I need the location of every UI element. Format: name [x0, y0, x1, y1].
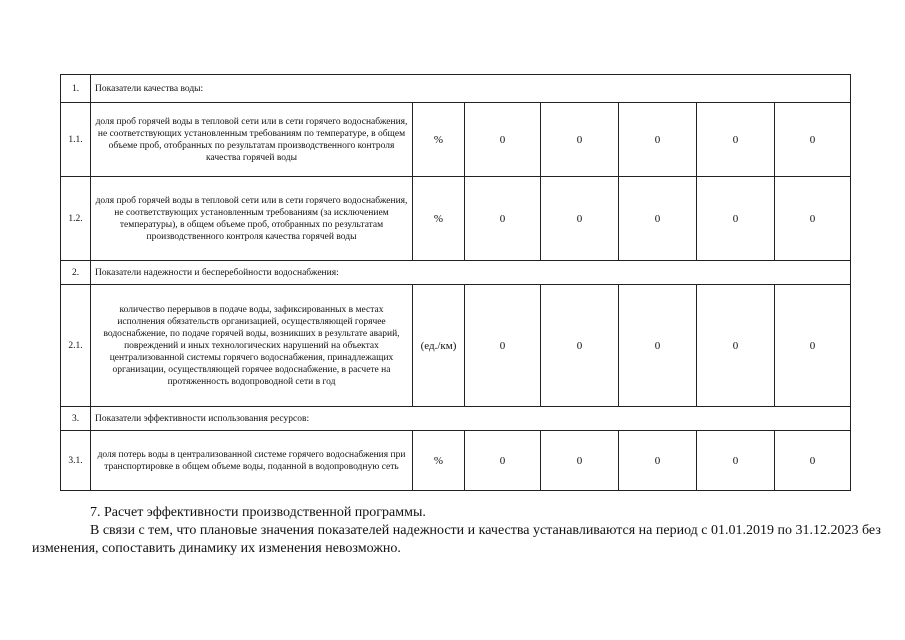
row-value: 0: [541, 285, 619, 407]
row-value: 0: [775, 177, 851, 261]
row-number: 1.1.: [61, 103, 91, 177]
row-description: доля проб горячей воды в тепловой сети или в сети горячего водоснабжения, не соответствующих установленным требованиям (за исключением температуры), в общем объеме проб, отобранных по результатам производственного контроля качества горячей воды: [91, 177, 413, 261]
section-number: 1.: [61, 75, 91, 103]
row-unit: %: [413, 103, 465, 177]
row-value: 0: [541, 177, 619, 261]
table-row: [61, 431, 851, 491]
row-value: 0: [541, 103, 619, 177]
table-row: [61, 103, 851, 177]
row-unit: %: [413, 431, 465, 491]
row-value: 0: [775, 431, 851, 491]
row-number: 3.1.: [61, 431, 91, 491]
row-unit: %: [413, 177, 465, 261]
row-value: 0: [697, 285, 775, 407]
row-value: 0: [465, 431, 541, 491]
row-value: 0: [697, 431, 775, 491]
section-title: Показатели надежности и бесперебойности водоснабжения:: [91, 261, 851, 285]
row-value: 0: [775, 103, 851, 177]
section-row: [61, 75, 851, 103]
section-number: 2.: [61, 261, 91, 285]
section-title: Показатели качества воды:: [91, 75, 851, 103]
table-row: [61, 177, 851, 261]
row-unit: (ед./км): [413, 285, 465, 407]
row-value: 0: [619, 431, 697, 491]
section-row: [61, 261, 851, 285]
table-row: [61, 285, 851, 407]
row-number: 1.2.: [61, 177, 91, 261]
row-value: 0: [775, 285, 851, 407]
row-value: 0: [541, 431, 619, 491]
paragraph: В связи с тем, что плановые значения показателей надежности и качества устанавливаются на период с 01.01.2019 по 31.12.2023 без изменения, сопоставить динамику их изменения невозможно.: [32, 523, 881, 556]
row-description: количество перерывов в подаче воды, зафиксированных в местах исполнения обязательств организацией, осуществляющей горячее водоснабжение, по подаче горячей воды, возникших в результате аварий, повреждений и иных технологических нарушений на объектах централизованной системы горячего водоснабжения, принадлежащих организации, осуществляющей горячее водоснабжение, в расчете на протяженность водопроводной сети в год: [91, 285, 413, 407]
section-row: [61, 407, 851, 431]
row-number: 2.1.: [61, 285, 91, 407]
body-text: [32, 504, 882, 558]
section-number: 3.: [61, 407, 91, 431]
row-description: доля проб горячей воды в тепловой сети или в сети горячего водоснабжения, не соответствующих установленным требованиям по температуре, в общем объеме проб, отобранных по результатам производственного контроля качества горячей воды: [91, 103, 413, 177]
section-heading: 7. Расчет эффективности производственной программы.: [90, 505, 426, 520]
row-value: 0: [465, 103, 541, 177]
row-value: 0: [619, 103, 697, 177]
row-value: 0: [465, 285, 541, 407]
row-description: доля потерь воды в централизованной системе горячего водоснабжения при транспортировке в общем объеме воды, поданной в водопроводную сеть: [91, 431, 413, 491]
row-value: 0: [619, 177, 697, 261]
row-value: 0: [619, 285, 697, 407]
indicators-table: [60, 74, 851, 491]
row-value: 0: [697, 103, 775, 177]
section-title: Показатели эффективности использования ресурсов:: [91, 407, 851, 431]
indicators-table-wrapper: [60, 74, 850, 491]
row-value: 0: [697, 177, 775, 261]
row-value: 0: [465, 177, 541, 261]
